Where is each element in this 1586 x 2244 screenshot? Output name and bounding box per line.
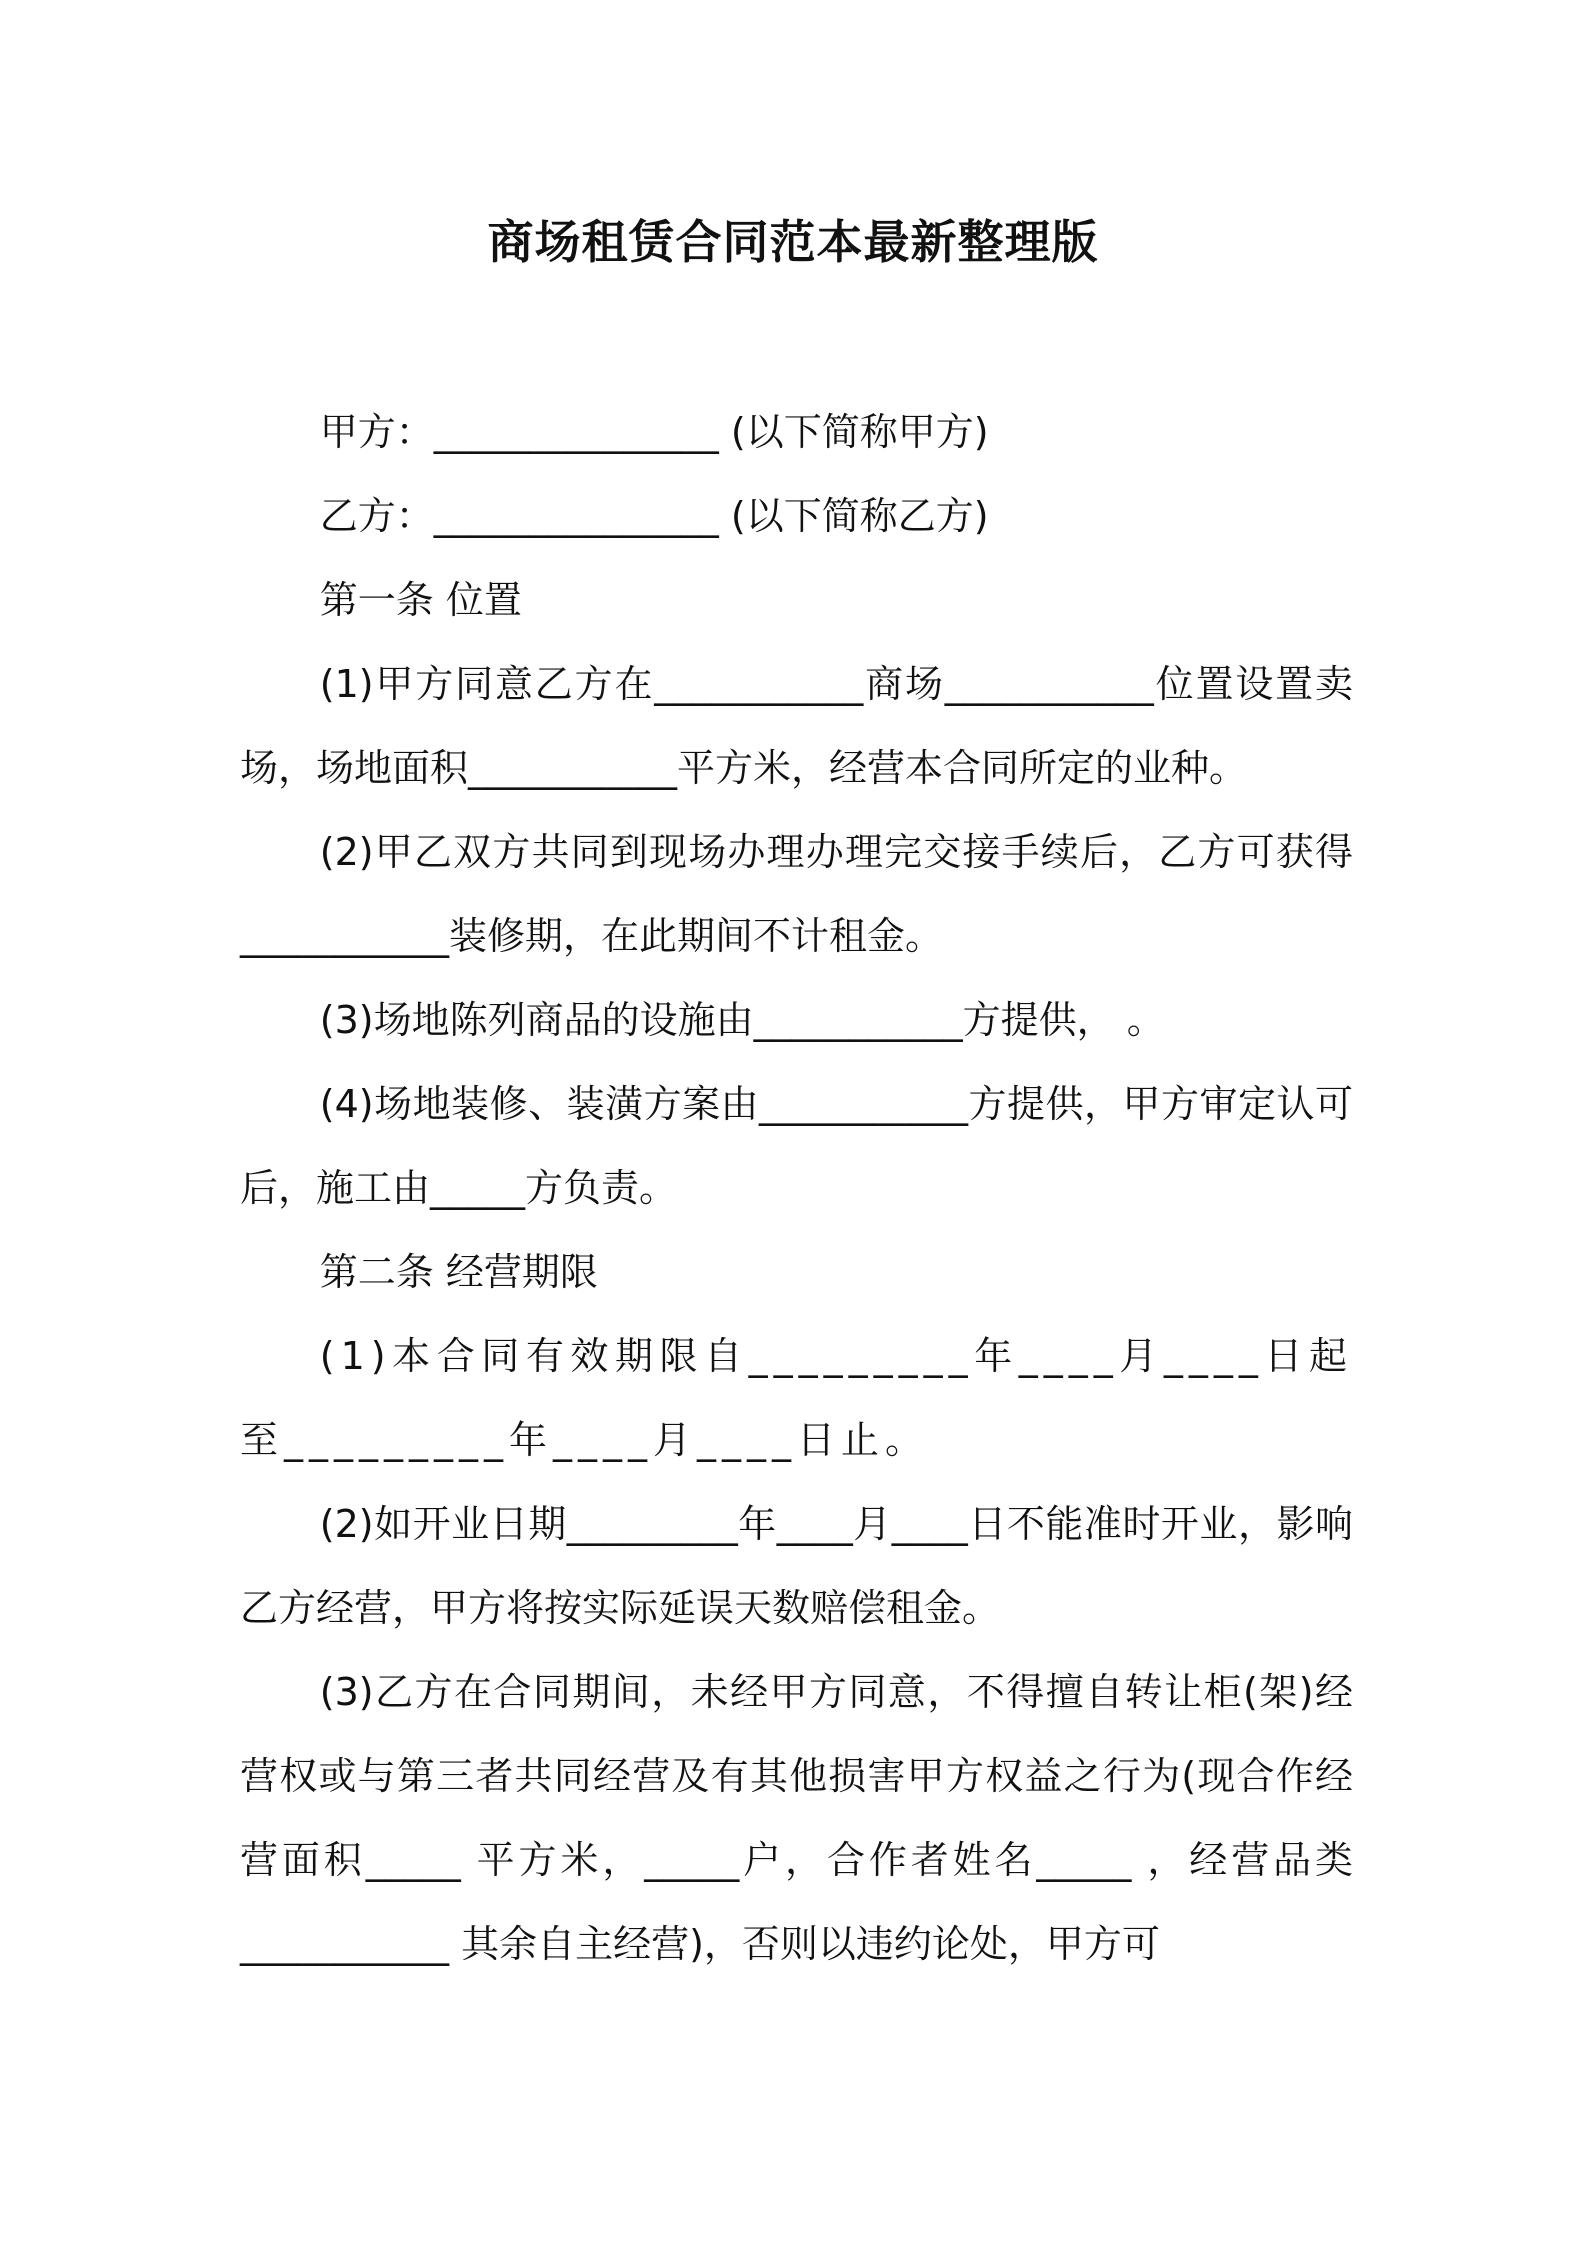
document-body (240, 390, 1353, 1986)
article-1-clause-1: (1)甲方同意乙方在___________商场___________位置设置卖场，场地面积___________平方米，经营本合同所定的业种。 (240, 662, 1353, 790)
article-2-clause-3: (3)乙方在合同期间，未经甲方同意，不得擅自转让柜(架)经营权或与第三者共同经营及有其他损害甲方权益之行为(现合作经营面积_____ 平方米，_____户，合作者姓名_____ ，经营品类___________ 其余自主经营)，否则以违约论处，甲方可 (240, 1670, 1353, 1966)
article-2-clause-2: (2)如开业日期_________年____月____日不能准时开业，影响乙方经营，甲方将按实际延误天数赔偿租金。 (240, 1502, 1353, 1630)
article-1-clause-3: (3)场地陈列商品的设施由___________方提供， 。 (319, 998, 1165, 1042)
party-a-line: 甲方：_______________ (以下简称甲方) (319, 410, 989, 454)
party-b-line: 乙方：_______________ (以下简称乙方) (319, 494, 989, 538)
article-1-clause-2: (2)甲乙双方共同到现场办理办理完交接手续后，乙方可获得___________装修期，在此期间不计租金。 (240, 830, 1353, 958)
article-1-clause-4: (4)场地装修、装潢方案由___________方提供，甲方审定认可后，施工由_____方负责。 (240, 1082, 1353, 1210)
document-title: 商场租赁合同范本最新整理版 (487, 215, 1099, 269)
article-2-heading: 第二条 经营期限 (319, 1250, 598, 1294)
article-2-clause-1: (1)本合同有效期限自_________年____月____日起至_________年____月____日止。 (240, 1334, 1353, 1462)
article-1-heading: 第一条 位置 (319, 578, 522, 622)
